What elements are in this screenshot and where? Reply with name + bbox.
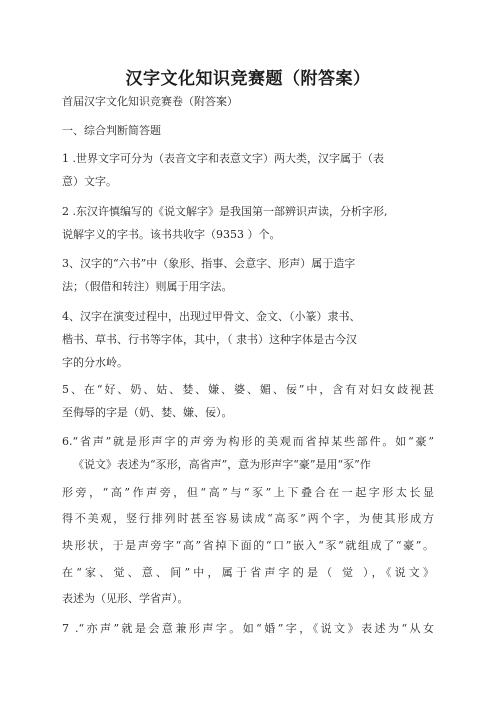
- question-6-line-5: 块形状，于是声旁字“高”省掉下面的“口”嵌入“豕”就组成了“豪”。: [62, 539, 434, 552]
- question-1-line-2: 意）文字。: [62, 175, 117, 188]
- question-6-line-3: 形旁，“高”作声旁，但“高”与“豕”上下叠合在一起字形太长显: [62, 486, 434, 499]
- question-3-line-2: 法；（假借和转注）则属于用字法。: [62, 280, 233, 293]
- question-6-line-6: 在“家、觉、意、间”中，属于省声字的是（ 觉 ），《说文》: [62, 566, 434, 579]
- document-title: 汉字文化知识竞赛题（附答案）: [125, 69, 371, 89]
- question-4-line-3: 字的分水岭。: [62, 356, 128, 369]
- section-heading: 一、综合判断简答题: [62, 124, 161, 137]
- question-6-line-4: 得不美观，竖行排列时甚至容易读成“高豕”两个字，为使其形成方: [62, 512, 434, 525]
- question-5-line-1: 5、在“好、奶、姑、婪、嫌、婆、媚、佞”中，含有对妇女歧视甚: [62, 383, 434, 396]
- question-5-line-2: 至侮辱的字是（奶、婪、嫌、佞）。: [62, 406, 233, 419]
- document-subtitle: 首届汉字文化知识竞赛卷（附答案）: [62, 95, 238, 108]
- question-4-line-1: 4、汉字在演变过程中，出现过甲骨文、金文、（小篆）隶书、: [62, 310, 361, 323]
- question-7-line-1: 7 .“亦声”就是会意兼形声字。如“婚”字，《说文》表述为“从女: [62, 622, 434, 635]
- question-2-line-2: 说解字义的字书。该书共收字（9353 ）个。: [62, 228, 281, 241]
- question-3-line-1: 3、汉字的“六书”中（象形、指事、会意字、形声）属于造字: [62, 257, 356, 270]
- question-6-line-1: 6.“省声”就是形声字的声旁为构形的美观而省掉某些部件。如“豪”: [62, 435, 434, 448]
- question-4-line-2: 楷书、草书、行书等字体，其中，（ 隶书）这种字体是古今汉: [62, 333, 357, 346]
- question-6-line-2: 《说文》表述为“豕形，高省声”，意为形声字“豪”是用“豕”作: [73, 458, 371, 471]
- question-6-line-7: 表述为（见形、学省声）。: [62, 592, 189, 605]
- question-2-line-1: 2 .东汉许慎编写的《说文解字》是我国第一部辨识声读，分析字形,: [62, 205, 388, 218]
- question-1-line-1: 1 .世界文字可分为（表音文字和表意文字）两大类，汉字属于（表: [62, 152, 384, 165]
